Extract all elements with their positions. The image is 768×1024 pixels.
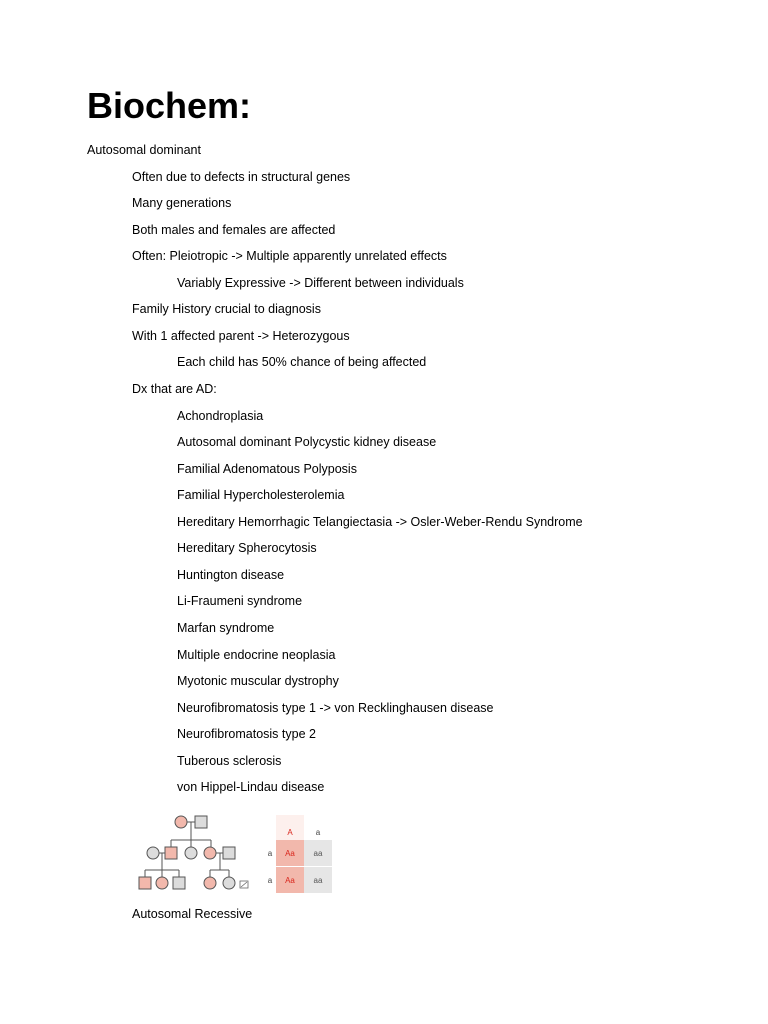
punnett-row-header: a [267, 849, 273, 858]
outline-item: Neurofibromatosis type 2 [177, 727, 316, 742]
unaffected-male-symbol [195, 816, 207, 828]
outline-item: Dx that are AD: [132, 382, 217, 396]
unaffected-male-symbol [223, 847, 235, 859]
outline-item: Marfan syndrome [177, 620, 275, 635]
affected-male-symbol [139, 877, 151, 889]
outline-item: Neurofibromatosis type 1 -> von Recklinghausen disease [177, 700, 494, 715]
outline-item: Familial Adenomatous Polyposis [177, 461, 357, 476]
punnett-cell: Aa [285, 876, 295, 885]
unaffected-male-symbol [173, 877, 185, 889]
outline-item: von Hippel-Lindau disease [177, 780, 325, 795]
outline-item: Many generations [132, 196, 232, 211]
outline-item: Family History crucial to diagnosis [132, 302, 321, 317]
outline-item: Often due to defects in structural genes [132, 169, 351, 184]
section-heading: Autosomal dominant [87, 143, 201, 157]
outline-item: Variably Expressive -> Different between individuals [177, 275, 464, 290]
outline-item: Often: Pleiotropic -> Multiple apparently unrelated effects [132, 249, 447, 264]
outline-item: Li-Fraumeni syndrome [177, 594, 303, 609]
outline-item: Achondroplasia [177, 408, 264, 423]
outline-item: Huntington disease [177, 567, 285, 582]
unaffected-female-symbol [223, 877, 235, 889]
pedigree-diagram [135, 810, 260, 890]
punnett-cell: aa [313, 849, 323, 858]
outline-item: With 1 affected parent -> Heterozygous [132, 328, 350, 343]
punnett-cell: aa [313, 876, 323, 885]
punnett-col-header: a [315, 828, 321, 837]
outline-item: Myotonic muscular dystrophy [177, 674, 339, 688]
punnett-row-header: a [267, 876, 273, 885]
outline-item: Hereditary Hemorrhagic Telangiectasia -> Osler-Weber-Rendu Syndrome [177, 514, 583, 529]
page-title: Biochem: [87, 85, 252, 126]
outline-item: Familial Hypercholesterolemia [177, 488, 345, 503]
affected-female-symbol [156, 877, 168, 889]
affected-female-symbol [175, 816, 187, 828]
outline-item: Hereditary Spherocytosis [177, 541, 317, 556]
outline-item: Multiple endocrine neoplasia [177, 647, 336, 662]
affected-male-symbol [165, 847, 177, 859]
outline-item: Both males and females are affected [132, 222, 336, 237]
affected-female-symbol [204, 847, 216, 859]
punnett-cell: Aa [285, 849, 295, 858]
outline-item: Autosomal dominant Polycystic kidney disease [177, 435, 437, 450]
outline-item: Each child has 50% chance of being affected [177, 355, 427, 370]
outline-item: Tuberous sclerosis [177, 753, 282, 768]
punnett-square [262, 815, 337, 902]
unaffected-female-symbol [185, 847, 197, 859]
punnett-col-header: A [287, 828, 293, 837]
section-heading-autosomal-recessive: Autosomal Recessive [132, 907, 253, 921]
affected-female-symbol [204, 877, 216, 889]
unaffected-female-symbol [147, 847, 159, 859]
